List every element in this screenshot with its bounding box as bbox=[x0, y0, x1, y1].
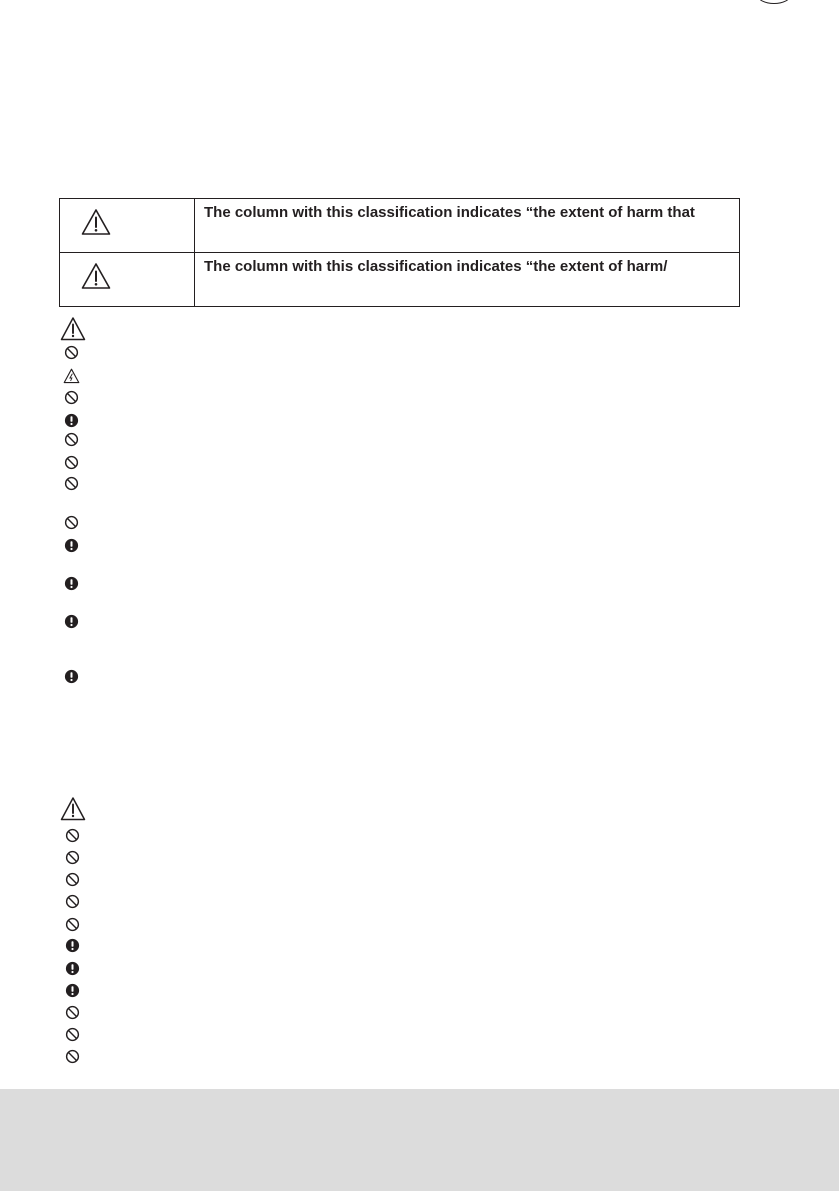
list-item bbox=[64, 669, 92, 693]
page-edge-mark bbox=[0, 0, 839, 4]
mandatory-action-icon bbox=[64, 669, 79, 684]
prohibited-icon bbox=[65, 828, 80, 843]
classification-description: The column with this classification indicates “the extent of harm that bbox=[195, 199, 740, 253]
list-item bbox=[64, 476, 92, 500]
list-item bbox=[63, 368, 91, 392]
electric-shock-caution-icon bbox=[63, 368, 80, 384]
classification-symbol-cell bbox=[60, 199, 195, 253]
prohibited-icon bbox=[64, 432, 79, 447]
prohibited-icon bbox=[64, 345, 79, 360]
list-item bbox=[65, 1005, 93, 1029]
warning-triangle-icon bbox=[81, 208, 111, 236]
mandatory-action-icon bbox=[64, 413, 79, 428]
hazard-classification-table bbox=[59, 198, 740, 307]
mandatory-action-icon bbox=[65, 983, 80, 998]
prohibited-icon bbox=[65, 872, 80, 887]
page-edge-arc bbox=[757, 0, 791, 4]
list-item bbox=[65, 1027, 93, 1051]
list-item bbox=[65, 983, 93, 1007]
list-item bbox=[64, 345, 92, 369]
list-item bbox=[64, 614, 92, 638]
prohibited-icon bbox=[65, 917, 80, 932]
list-item bbox=[60, 316, 88, 340]
list-item bbox=[65, 872, 93, 896]
prohibited-icon bbox=[64, 455, 79, 470]
mandatory-action-icon bbox=[65, 961, 80, 976]
prohibited-icon bbox=[64, 515, 79, 530]
list-item bbox=[65, 828, 93, 852]
list-item bbox=[65, 894, 93, 918]
mandatory-action-icon bbox=[64, 538, 79, 553]
mandatory-action-icon bbox=[64, 576, 79, 591]
prohibited-icon bbox=[65, 1027, 80, 1042]
classification-row-warning bbox=[60, 199, 740, 253]
prohibited-icon bbox=[64, 476, 79, 491]
classification-symbol-cell bbox=[60, 253, 195, 307]
list-item bbox=[64, 432, 92, 456]
list-item bbox=[64, 390, 92, 414]
list-item bbox=[65, 961, 93, 985]
list-item bbox=[65, 1049, 93, 1073]
prohibited-icon bbox=[65, 1005, 80, 1020]
list-item bbox=[65, 938, 93, 962]
mandatory-action-icon bbox=[65, 938, 80, 953]
prohibited-icon bbox=[65, 894, 80, 909]
prohibited-icon bbox=[65, 1049, 80, 1064]
prohibited-icon bbox=[64, 390, 79, 405]
list-item bbox=[64, 515, 92, 539]
warning-triangle-icon bbox=[60, 796, 86, 822]
list-item bbox=[64, 538, 92, 562]
classification-row-caution bbox=[60, 253, 740, 307]
list-item bbox=[65, 850, 93, 874]
list-item bbox=[64, 576, 92, 600]
classification-description: The column with this classification indicates “the extent of harm/ bbox=[195, 253, 740, 307]
list-item bbox=[60, 796, 88, 820]
prohibited-icon bbox=[65, 850, 80, 865]
warning-triangle-icon bbox=[60, 316, 86, 342]
warning-triangle-icon bbox=[81, 262, 111, 290]
footer-band bbox=[0, 1089, 839, 1191]
mandatory-action-icon bbox=[64, 614, 79, 629]
